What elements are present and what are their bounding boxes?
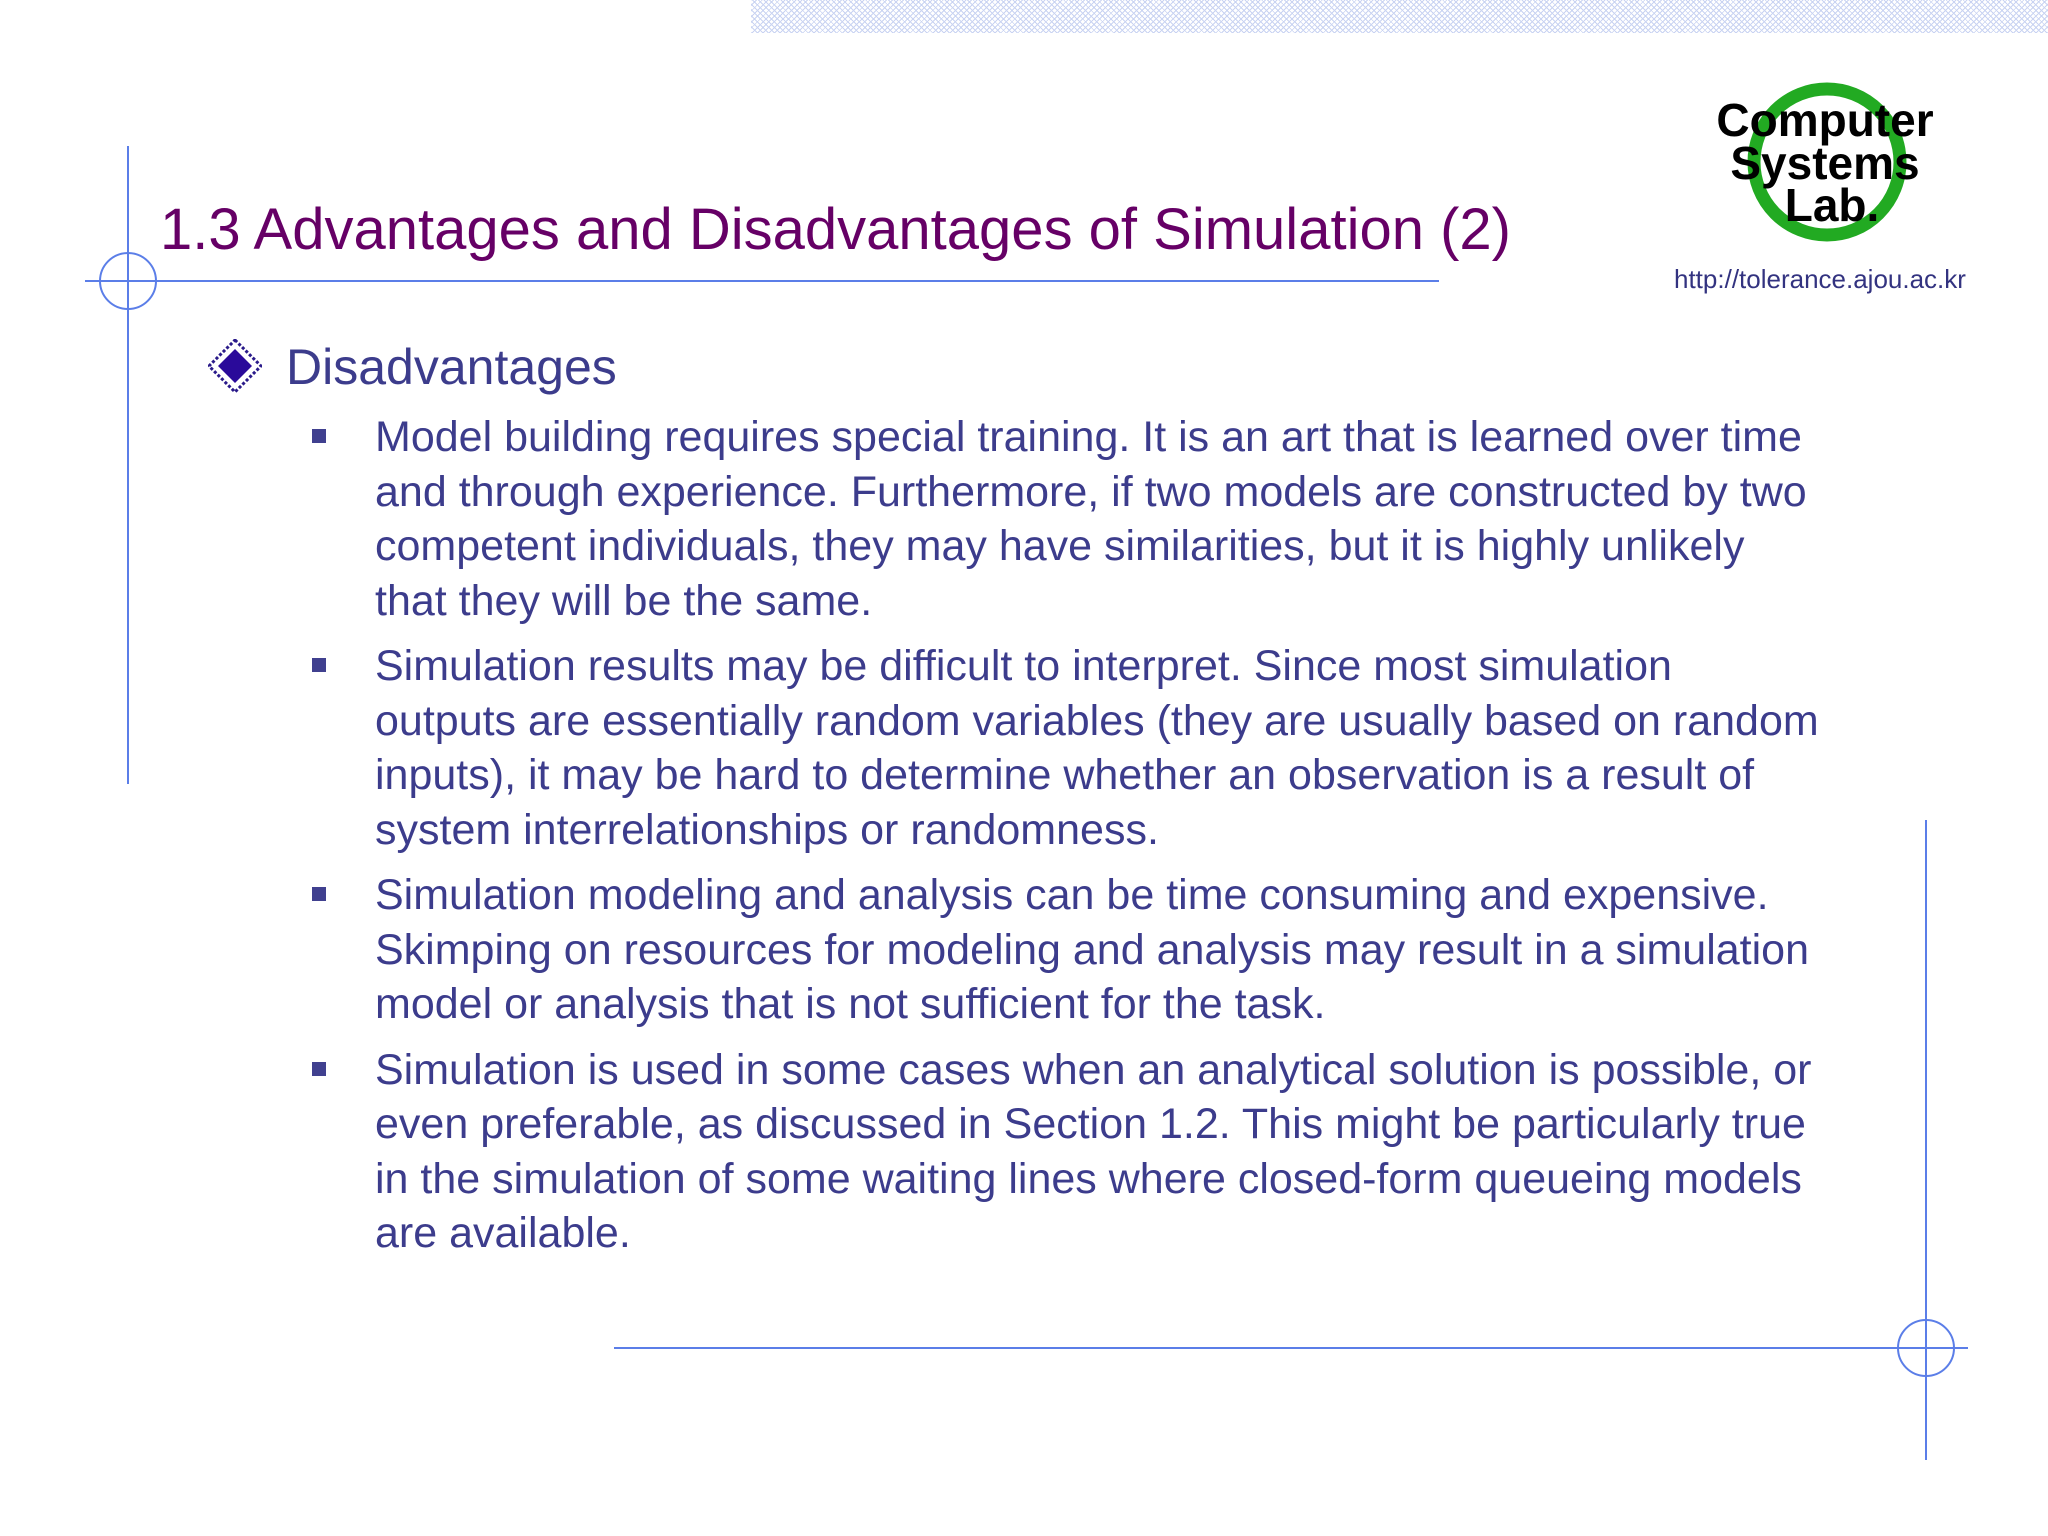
left-vertical-rule [127, 146, 129, 784]
square-bullet-icon [312, 658, 326, 672]
bullet-line: outputs are essentially random variables (they are usually based on random [375, 696, 1819, 745]
bullet-line: and through experience. Furthermore, if two models are constructed by two [375, 467, 1807, 516]
computer-systems-lab-logo [1700, 78, 1950, 258]
square-bullet-icon [312, 887, 326, 901]
bullet-list [312, 410, 1932, 1272]
bullet-line: Model building requires special training. It is an art that is learned over time [375, 413, 1802, 461]
bullet-item [312, 868, 1932, 1032]
bullet-line: Skimping on resources for modeling and analysis may result in a simulation [375, 925, 1810, 974]
bullet-line: model or analysis that is not sufficient for the task. [375, 980, 1326, 1028]
bullet-line: Simulation modeling and analysis can be time consuming and expensive. [375, 871, 1769, 919]
title-underline-rule [85, 280, 1439, 282]
bullet-item [312, 1043, 1932, 1261]
bullet-line: are available. [375, 1209, 631, 1257]
diamond-bullet-icon [208, 339, 262, 393]
bullet-line: inputs), it may be hard to determine whether an observation is a result of [375, 751, 1755, 799]
crosshair-circle-top [99, 252, 157, 310]
top-pattern-band [751, 0, 2048, 33]
bullet-line: even preferable, as discussed in Section 1.2. This might be particularly true [375, 1100, 1806, 1148]
slide-title: 1.3 Advantages and Disadvantages of Simulation (2) [160, 197, 1511, 262]
bottom-rule [614, 1347, 1968, 1349]
section-heading: Disadvantages [286, 339, 617, 395]
square-bullet-icon [312, 429, 326, 443]
crosshair-circle-bottom [1897, 1319, 1955, 1377]
bullet-line: competent individuals, they may have similarities, but it is highly unlikely [375, 522, 1745, 570]
square-bullet-icon [312, 1062, 326, 1076]
bullet-item [312, 410, 1932, 628]
logo-line-3: Lab. [1784, 179, 1880, 231]
bullet-line: in the simulation of some waiting lines where closed-form queueing models [375, 1154, 1802, 1203]
bullet-line: Simulation results may be difficult to interpret. Since most simulation [375, 642, 1672, 690]
bullet-item [312, 639, 1932, 857]
logo-line-2: Systems [1730, 137, 1920, 189]
bullet-line: that they will be the same. [375, 576, 873, 625]
lab-url: http://tolerance.ajou.ac.kr [1674, 264, 1966, 294]
bullet-line: system interrelationships or randomness. [375, 805, 1159, 854]
bullet-line: Simulation is used in some cases when an analytical solution is possible, or [375, 1045, 1812, 1094]
logo-line-1: Computer [1716, 94, 1934, 146]
